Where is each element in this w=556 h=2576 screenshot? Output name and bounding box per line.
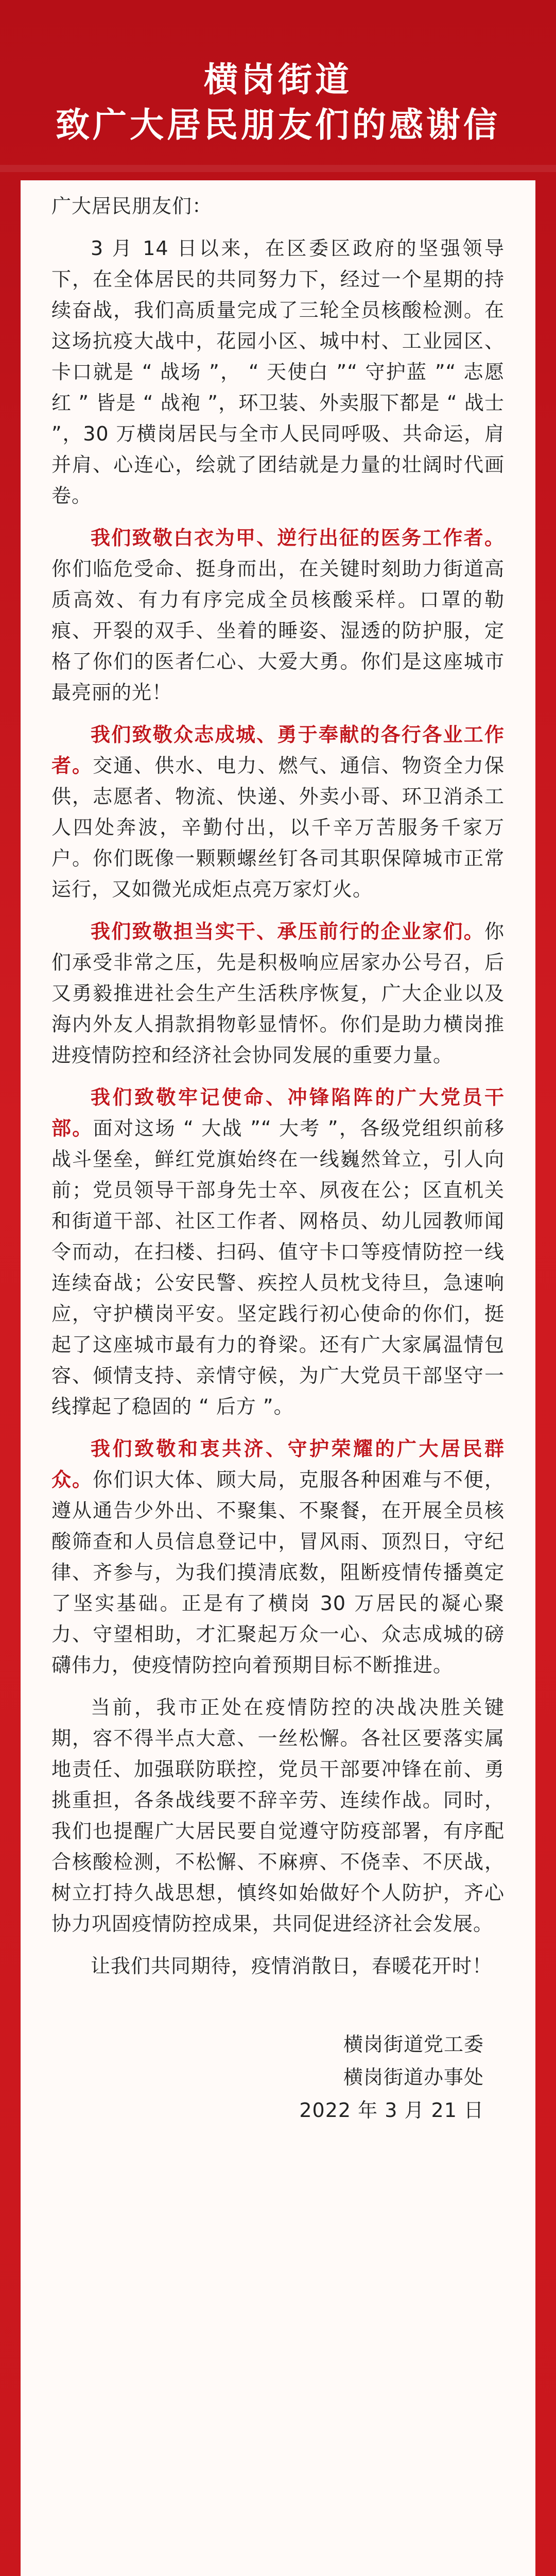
letter-body <box>21 180 535 2576</box>
title-line-1: 横岗街道 <box>204 59 352 99</box>
title-line-2: 致广大居民朋友们的感谢信 <box>56 105 500 145</box>
paragraph-party-members <box>51 1082 505 1422</box>
signature-date: 2022 年 3 月 21 日 <box>299 2099 484 2122</box>
header <box>0 0 556 170</box>
highlight-entrepreneurs: 我们致敬担当实干、承压前行的企业家们。 <box>91 920 484 943</box>
body-all-industries: 交通、供水、电力、燃气、通信、物资全力保供，志愿者、物流、快递、外卖小哥、环卫消杀工人四处奔波，辛勤付出，以千辛万苦服务千家万户。你们既像一颗颗螺丝钉各司其职保障城市正常运行，又如微光成炬点亮万家灯火。 <box>51 754 505 901</box>
signature-block <box>51 2028 505 2127</box>
signature-org-party-committee: 横岗街道党工委 <box>343 2033 484 2056</box>
highlight-medical-workers: 我们致敬白衣为甲、逆行出征的医务工作者。 <box>91 527 505 549</box>
body-entrepreneurs: 你们承受非常之压，先是积极响应居家办公号召，后又勇毅推进社会生产生活秩序恢复，广大企业以及海内外友人捐款捐物彰显情怀。你们是助力横岗推进疫情防控和经济社会协同发展的重要力量。 <box>51 920 505 1066</box>
paragraph-residents <box>51 1433 505 1681</box>
intro-paragraph: 3 月 14 日以来，在区委区政府的坚强领导下，在全体居民的共同努力下，经过一个星期的持续奋战，我们高质量完成了三轮全员核酸检测。在这场抗疫大战中，花园小区、城中村、工业园区、卡口就是 “ 战场 ”， “ 天使白 ”“ 守护蓝 ”“ 志愿红 ” 皆是 “ 战袍 ”，环卫装、外卖服下都是 “ 战士 ”，30 万横岗居民与全市人民同呼吸、共命运，肩并肩、心连心，绘就了团结就是力量的壮阔时代画卷。 <box>51 237 505 507</box>
signature-org-office: 横岗街道办事处 <box>343 2066 484 2089</box>
paragraph-medical-workers <box>51 522 505 708</box>
body-residents: 你们识大体、顾大局，克服各种困难与不便，遵从通告少外出、不聚集、不聚餐，在开展全员核酸筛查和人员信息登记中，冒风雨、顶烈日，守纪律、齐参与，为我们摸清底数，阻断疫情传播奠定了坚实基础。正是有了横岗 30 万居民的凝心聚力、守望相助，才汇聚起万众一心、众志成城的磅礴伟力，使疫情防控向着预期目标不断推进。 <box>51 1468 505 1676</box>
highlight-residents: 我们致敬和衷共济、守护荣耀的广大居民群众。 <box>51 1437 505 1491</box>
paragraph-entrepreneurs <box>51 916 505 1071</box>
greeting: 广大居民朋友们： <box>51 195 213 217</box>
closing-line: 让我们共同期待，疫情消散日，春暖花开时！ <box>91 1955 493 1977</box>
highlight-all-industries: 我们致敬众志成城、勇于奉献的各行各业工作者。 <box>51 723 505 777</box>
paragraph-current-situation: 当前，我市正处在疫情防控的决战决胜关键期，容不得半点大意、一丝松懈。各社区要落实属地责任、加强联防联控，党员干部要冲锋在前、勇挑重担，各条战线要不辞辛劳、连续作战。同时，我们也提醒广大居民要自觉遵守防疫部署，有序配合核酸检测，不松懈、不麻痹、不侥幸、不厌战，树立打持久战思想，慎终如始做好个人防护，齐心协力巩固疫情防控成果，共同促进经济社会发展。 <box>51 1696 505 1935</box>
highlight-party-members: 我们致敬牢记使命、冲锋陷阵的广大党员干部。 <box>51 1086 505 1140</box>
divider-top <box>0 165 556 172</box>
body-medical-workers: 你们临危受命、挺身而出，在关键时刻助力街道高质高效、有力有序完成全员核酸采样。口罩的勒痕、开裂的双手、坐着的睡姿、湿透的防护服，定格了你们的医者仁心、大爱大勇。你们是这座城市最亮丽的光！ <box>51 557 505 704</box>
body-party-members: 面对这场 “ 大战 ”“ 大考 ”，各级党组织前移战斗堡垒，鲜红党旗始终在一线巍然耸立，引人向前；党员领导干部身先士卒、夙夜在公；区直机关和街道干部、社区工作者、网格员、幼儿园教师闻令而动，在扫楼、扫码、值守卡口等疫情防控一线连续奋战；公安民警、疾控人员枕戈待旦，急速响应，守护横岗平安。坚定践行初心使命的你们，挺起了这座城市最有力的脊梁。还有广大家属温情包容、倾情支持、亲情守候，为广大党员干部坚守一线撑起了稳固的 “ 后方 ”。 <box>51 1117 505 1418</box>
paragraph-all-industries <box>51 719 505 905</box>
